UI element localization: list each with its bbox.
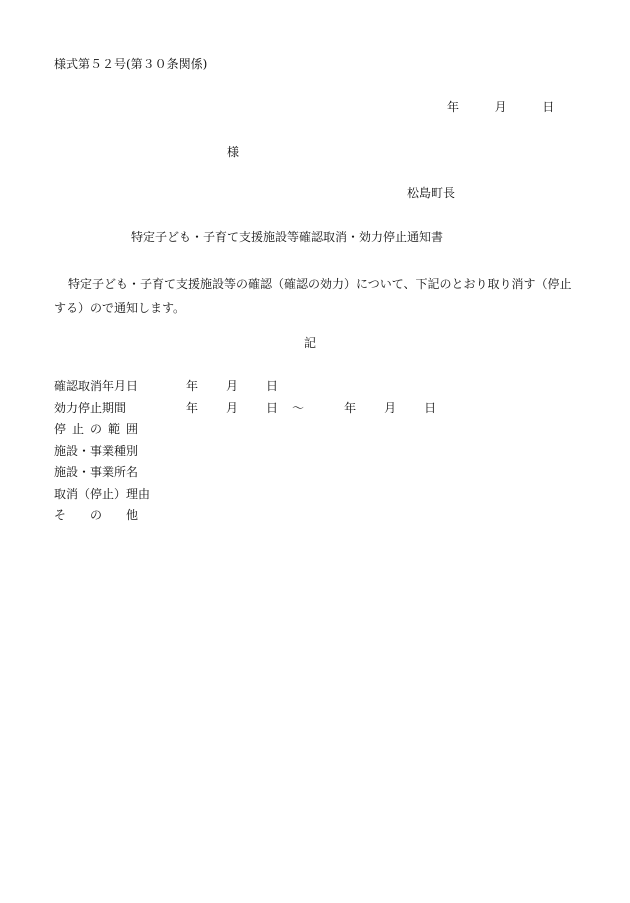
date-month: 月 bbox=[494, 100, 507, 114]
body-text: 特定子ども・子育て支援施設等の確認（確認の効力）について、下記のとおり取り消す（停止する）ので通知します。 bbox=[54, 277, 572, 315]
tilde: 〜 bbox=[292, 400, 305, 415]
item-label: 施設・事業所名 bbox=[54, 465, 139, 479]
body-paragraph bbox=[54, 272, 574, 320]
form-number: 様式第５２号(第３０条関係) bbox=[54, 57, 208, 71]
date-year: 年 bbox=[447, 100, 460, 114]
item-label: 効力停止期間 bbox=[54, 400, 127, 415]
item-label: 取消（停止）理由 bbox=[54, 486, 151, 501]
item-label: 施設・事業種別 bbox=[54, 443, 139, 458]
item-value: 年 月 日 〜 年 月 日 bbox=[186, 400, 437, 415]
addressee: 様 bbox=[227, 145, 240, 159]
item-label: そ の 他 bbox=[54, 508, 139, 522]
item-value: 年 月 日 bbox=[186, 379, 279, 393]
issuer-name: 松島町長 bbox=[407, 186, 456, 200]
item-label: 確認取消年月日 bbox=[54, 379, 139, 393]
date-day: 日 bbox=[542, 100, 555, 114]
document-title: 特定子ども・子育て支援施設等確認取消・効力停止通知書 bbox=[131, 230, 444, 244]
issue-date bbox=[447, 101, 554, 113]
ki-heading: 記 bbox=[304, 336, 317, 350]
item-label: 停止の範囲 bbox=[54, 422, 145, 436]
